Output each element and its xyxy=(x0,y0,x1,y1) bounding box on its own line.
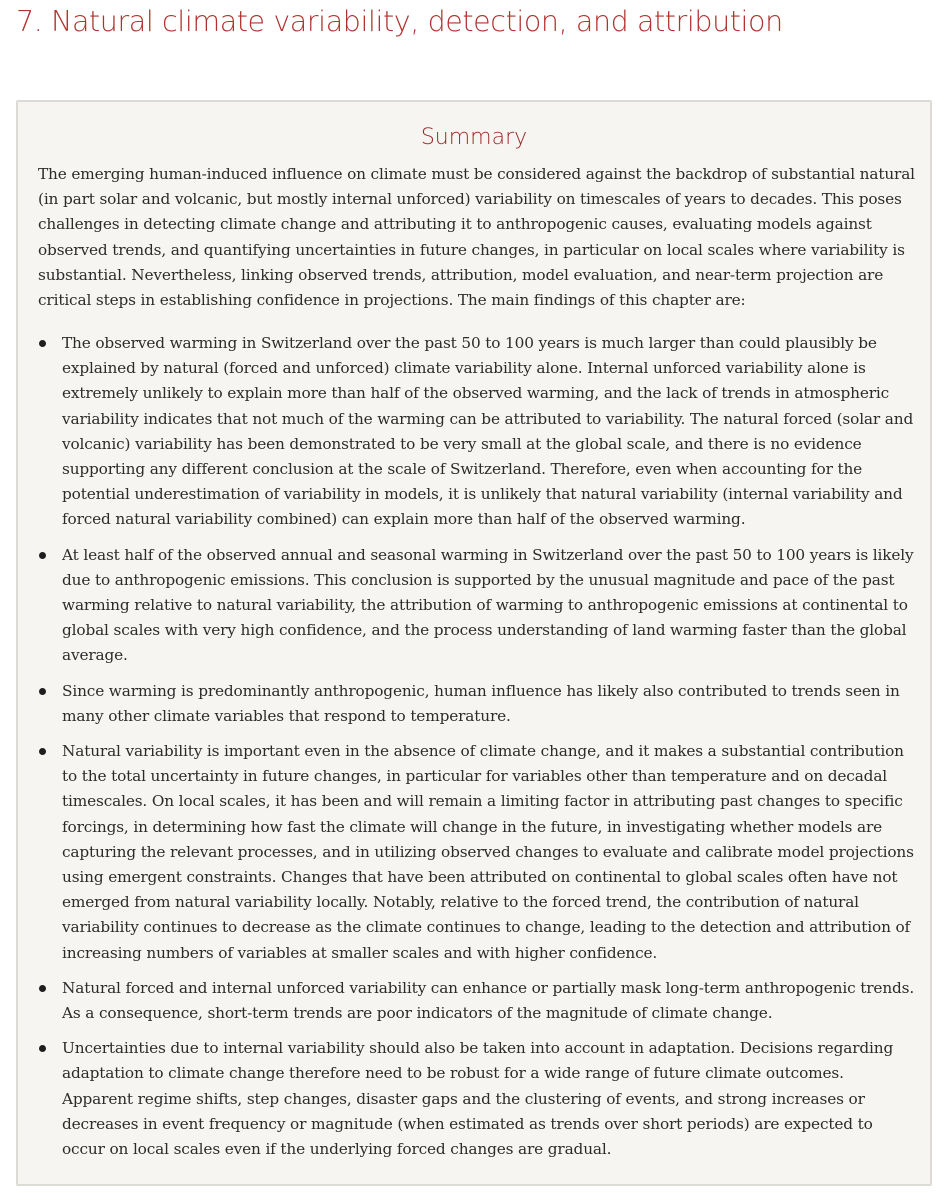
finding-text: Natural forced and internal unforced variability can enhance or partially mask long-term anthropogenic trends. As a consequence, short-term trends are poor indicators of the magnitude of climate change. xyxy=(62,978,915,1023)
finding-text: Since warming is predominantly anthropogenic, human influence has likely also contributed to trends seen in many other climate variables that respond to temperature. xyxy=(62,681,900,725)
summary-box xyxy=(16,100,932,1186)
finding-item xyxy=(18,976,918,1026)
bullet-icon xyxy=(39,688,46,695)
finding-item xyxy=(18,331,918,533)
bullet-icon xyxy=(39,340,46,347)
bullet-icon xyxy=(39,552,46,559)
chapter-title: 7. Natural climate variability, detection, and attribution xyxy=(16,5,783,38)
summary-heading: Summary xyxy=(420,125,528,150)
finding-text: At least half of the observed annual and seasonal warming in Switzerland over the past 50 to 100 years is likely due to anthropogenic emissions. This conclusion is supported by the unusual magnitude and pace of the past warming relative to natural variability, the attribution of warming to anthropogenic emissions at continental to global scales with very high confidence, and the process understanding of land warming faster than the global average. xyxy=(62,545,914,665)
finding-text: The observed warming in Switzerland over the past 50 to 100 years is much larger than could plausibly be explained by natural (forced and unforced) climate variability alone. Internal unforced variability alone is extremely unlikely to explain more than half of the observed warming, and the lack of trends in atmospheric variability indicates that not much of the warming can be attributed to variability. The natural forced (solar and volcanic) variability has been demonstrated to be very small at the global scale, and there is no evidence supporting any different conclusion at the scale of Switzerland. Therefore, even when accounting for the potential underestimation of variability in models, it is unlikely that natural variability (internal variability and forced natural variability combined) can explain more than half of the observed warming. xyxy=(62,334,914,529)
finding-item xyxy=(18,679,918,729)
bullet-icon xyxy=(39,985,46,992)
finding-item xyxy=(18,543,918,669)
bullet-icon xyxy=(39,1045,46,1052)
finding-item xyxy=(18,739,918,966)
bullet-icon xyxy=(39,748,46,755)
finding-item xyxy=(18,1036,918,1162)
findings-list xyxy=(18,331,918,1172)
finding-text: Natural variability is important even in the absence of climate change, and it makes a substantial contribution to the total uncertainty in future changes, in particular for variables other than temperature and on decadal timescales. On local scales, it has been and will remain a limiting factor in attributing past changes to specific forcings, in determining how fast the climate will change in the future, in investigating whether models are capturing the relevant processes, and in utilizing observed changes to evaluate and calibrate model projections using emergent constraints. Changes that have been attributed on continental to global scales often have not emerged from natural variability locally. Notably, relative to the forced trend, the contribution of natural variability continues to decrease as the climate continues to change, leading to the detection and attribution of increasing numbers of variables at smaller scales and with higher confidence. xyxy=(62,742,914,962)
summary-intro: The emerging human-induced influence on climate must be considered against the backdrop of substantial natural (in part solar and volcanic, but mostly internal unforced) variability on timescales of years to decades. This poses challenges in detecting climate change and attributing it to anthropogenic causes, evaluating models against observed trends, and quantifying uncertainties in future changes, in particular on local scales where variability is substantial. Nevertheless, linking observed trends, attribution, model evaluation, and near-term projection are critical steps in establishing confidence in projections. The main findings of this chapter are: xyxy=(38,165,915,310)
finding-text: Uncertainties due to internal variability should also be taken into account in adaptation. Decisions regarding adaptation to climate change therefore need to be robust for a wide range of future climate outcomes. Apparent regime shifts, step changes, disaster gaps and the clustering of events, and strong increases or decreases in event frequency or magnitude (when estimated as trends over short periods) are expected to occur on local scales even if the underlying forced changes are gradual. xyxy=(62,1039,894,1159)
